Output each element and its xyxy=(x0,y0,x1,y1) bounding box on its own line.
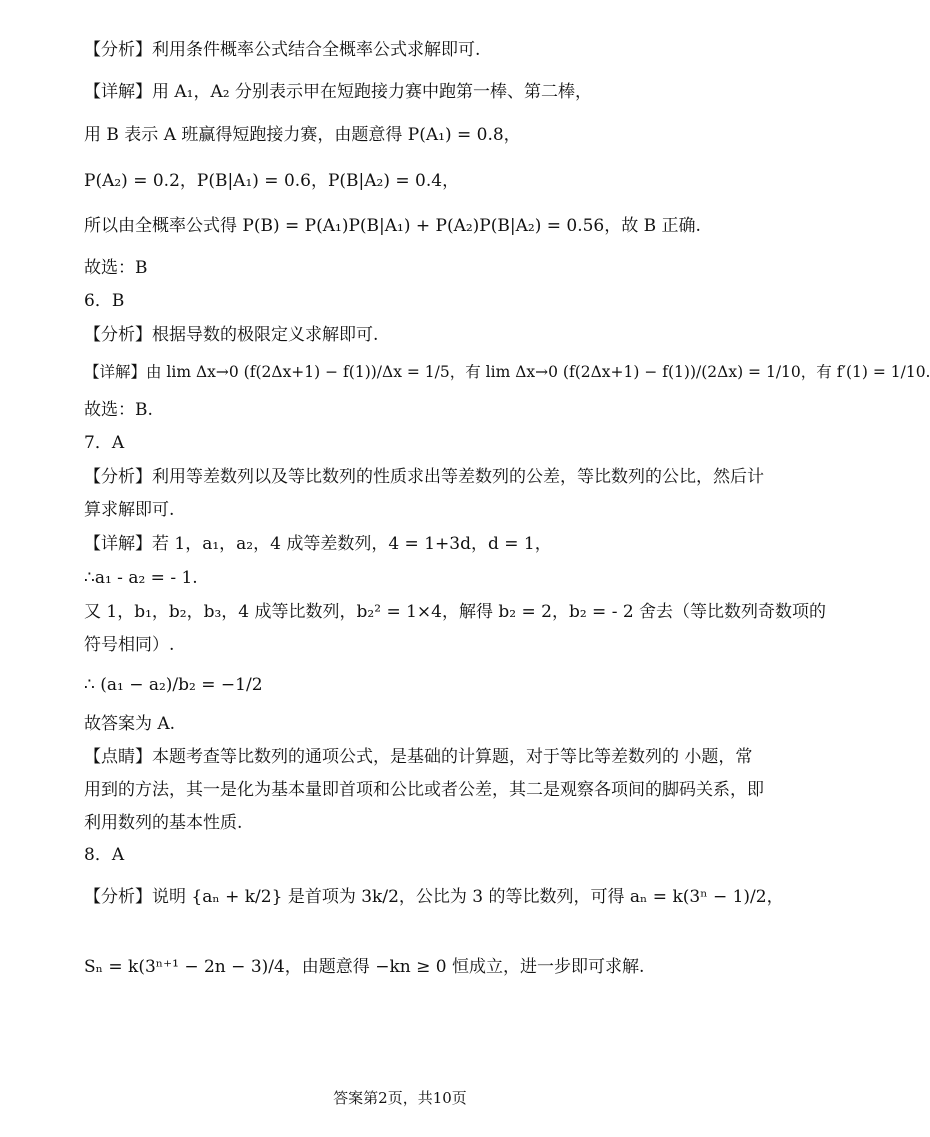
q6-answer: 故选：B. xyxy=(84,400,153,420)
q7-detail-5: ∴ (a₁ − a₂)/b₂ = −1/2 xyxy=(84,675,263,695)
detail-line-4: 所以由全概率公式得 P(B) = P(A₁)P(B|A₁) + P(A₂)P(B|A₂) = 0.56，故 B 正确. xyxy=(84,216,701,236)
q7-detail-3: 又 1，b₁，b₂，b₃，4 成等比数列，b₂² = 1×4，解得 b₂ = 2，b₂ = - 2 舍去（等比数列奇数项的 xyxy=(84,602,827,622)
q6-detail-formula: 【详解】由 lim Δx→0 (f(2Δx+1) − f(1))/Δx = 1/5，有 lim Δx→0 (f(2Δx+1) − f(1))/(2Δx) = 1/10，有 f′(1) = 1/10. xyxy=(84,363,930,381)
q7-detail-1: 【详解】若 1，a₁，a₂，4 成等差数列，4 = 1+3d，d = 1， xyxy=(84,534,552,554)
q7-comment-3: 利用数列的基本性质. xyxy=(84,813,243,833)
question-8-heading: 8．A xyxy=(84,845,125,865)
q7-detail-2: ∴a₁ - a₂ = - 1. xyxy=(84,568,198,588)
detail-line-3: P(A₂) = 0.2，P(B|A₁) = 0.6，P(B|A₂) = 0.4， xyxy=(84,171,460,191)
q8-analysis-1: 【分析】说明 {aₙ + k/2} 是首项为 3k/2，公比为 3 的等比数列，可得 aₙ = k(3ⁿ − 1)/2， xyxy=(84,887,784,907)
q7-comment-1: 【点睛】本题考查等比数列的通项公式，是基础的计算题，对于等比等差数列的 小题，常 xyxy=(84,747,753,767)
q7-answer: 故答案为 A. xyxy=(84,714,176,734)
q8-analysis-2: Sₙ = k(3ⁿ⁺¹ − 2n − 3)/4，由题意得 −kn ≥ 0 恒成立，进一步即可求解. xyxy=(84,957,645,977)
page-footer: 答案第2页，共10页 xyxy=(333,1089,467,1107)
answer-line-5: 故选：B xyxy=(84,258,148,278)
q6-analysis: 【分析】根据导数的极限定义求解即可. xyxy=(84,325,379,345)
q7-analysis-2: 算求解即可. xyxy=(84,500,175,520)
q7-comment-2: 用到的方法，其一是化为基本量即首项和公比或者公差，其二是观察各项间的脚码关系，即 xyxy=(84,780,764,800)
q7-analysis-1: 【分析】利用等差数列以及等比数列的性质求出等差数列的公差，等比数列的公比，然后计 xyxy=(84,467,764,487)
question-6-heading: 6．B xyxy=(84,291,125,311)
detail-line-2: 用 B 表示 A 班赢得短跑接力赛，由题意得 P(A₁) = 0.8， xyxy=(84,125,521,145)
analysis-line-1: 【分析】利用条件概率公式结合全概率公式求解即可. xyxy=(84,40,481,60)
question-7-heading: 7．A xyxy=(84,433,125,453)
detail-line-1: 【详解】用 A₁，A₂ 分别表示甲在短跑接力赛中跑第一棒、第二棒， xyxy=(84,82,592,102)
q7-detail-4: 符号相同）. xyxy=(84,635,175,655)
